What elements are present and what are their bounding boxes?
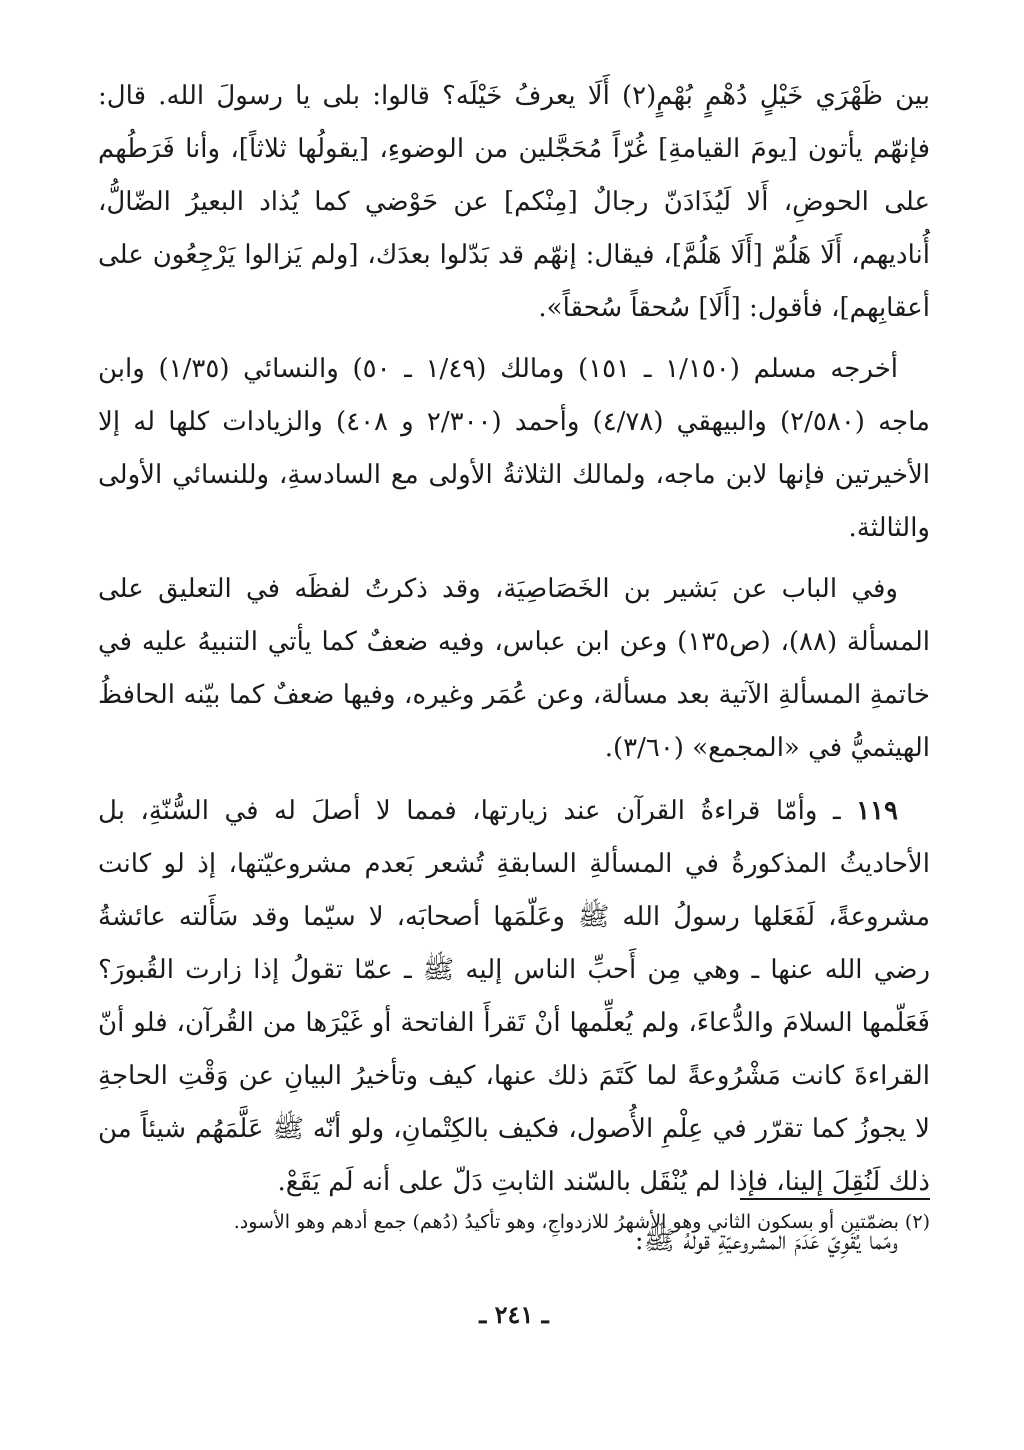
paragraph-hadith-text: بين ظَهْرَي خَيْلٍ دُهْمٍ بُهْمٍ(٢) أَلَا يعرفُ خَيْلَه؟ قالوا: بلى يا رسولَ الله. قال: فإنهّم يأتون [يومَ القيامةِ] غُرّاً مُحَجَّلين من الوضوءِ، [يقولُها ثلاثاً]، وأنا فَرَطُهم على الحوضِ، أَلا لَيُذَادَنّ رجالٌ [مِنْكم] عن حَوْضي كما يُذاد البعيرُ الضّالُّ، أُناديهم، أَلَا هَلُمّ [أَلَا هَلُمَّ]، فيقال: إنهّم قد بَدّلوا بعدَك، [ولم يَزالوا يَرْجِعُون على أعقابِهم]، فأقول: [أَلَا] سُحقاً سُحقاً». <box>98 81 931 323</box>
paragraph-related-narrations: وفي الباب عن بَشير بن الخَصَاصِيَة، وقد ذكرتُ لفظَه في التعليق على المسألة (٨٨)، (ص١٣٥) وعن ابن عباس، وفيه ضعفٌ كما يأتي التنبيهُ عليه في خاتمةِ المسألةِ الآتية بعد مسألة، وعن عُمَر وغيره، وفيها ضعفٌ كما بيّنه الحافظُ الهيثميُّ في «المجمع» (٣/٦٠). <box>98 574 930 763</box>
paragraph-issue-119 <box>98 785 930 1209</box>
page-number: ـ ٢٤١ ـ <box>479 1300 549 1329</box>
page-body <box>98 70 930 1410</box>
paragraph-takhrij: أخرجه مسلم (١/١٥٠ ـ ١٥١) ومالك (١/٤٩ ـ ٥٠) والنسائي (١/٣٥) وابن ماجه (٢/٥٨٠) والبيهقي (٤/٧٨) وأحمد (٢/٣٠٠ و ٤٠٨) والزيادات كلها له إلا الأخيرتين فإنها لابن ماجه، ولمالك الثلاثةُ الأولى مع السادسةِ، وللنسائي الأولى والثالثة. <box>98 354 930 543</box>
footnote: (٢) بضمّتين أو بسكون الثاني وهو الأشهرُ للازدواجِ، وهو تأكيدُ (دُهم) جمع أدهم وهو الأسود. <box>233 1211 930 1233</box>
issue-119-text: ـ وأمّا قراءةُ القرآن عند زيارتها، فمما لا أصلَ له في السُّنّةِ، بل الأحاديثُ المذكورةُ في المسألةِ السابقةِ تُشعر بَعدم مشروعيّتها، إذ لو كانت مشروعةً، لَفَعَلها رسولُ الله ﷺ وعَلّمَها أصحابَه، لا سيّما وقد سَأَلته عائشةُ رضي الله عنها ـ وهي مِن أَحبِّ الناس إليه ﷺ ـ عمّا تقولُ إذا زارت القُبورَ؟ فَعَلّمها السلامَ والدُّعاءَ، ولم يُعلِّمها أنْ تَقرأَ الفاتحة أو غَيْرَها من القُرآن، فلو أنّ القراءةَ كانت مَشْرُوعةً لما كَتَمَ ذلك عنها، كيف وتأخيرُ البيانِ عن وَقْتِ الحاجةِ لا يجوزُ كما تقرّر في عِلْمِ الأُصول، فكيف بالكِتْمانِ، ولو أنّه ﷺ عَلَّمَهُم شيئاً من ذلك لَنُقِلَ إلينا، فإذا لم يُنْقَل بالسّند الثابتِ دَلّ على أنه لَم يَقَعْ. <box>98 796 930 1197</box>
paragraph-closing-line: ومّما يُقَوِيّ عَدَمَ المشروعيّةِ قولهُ ﷺ: <box>634 1226 898 1256</box>
footnote-divider <box>740 1198 930 1200</box>
issue-number: ١١٩ <box>856 796 898 826</box>
